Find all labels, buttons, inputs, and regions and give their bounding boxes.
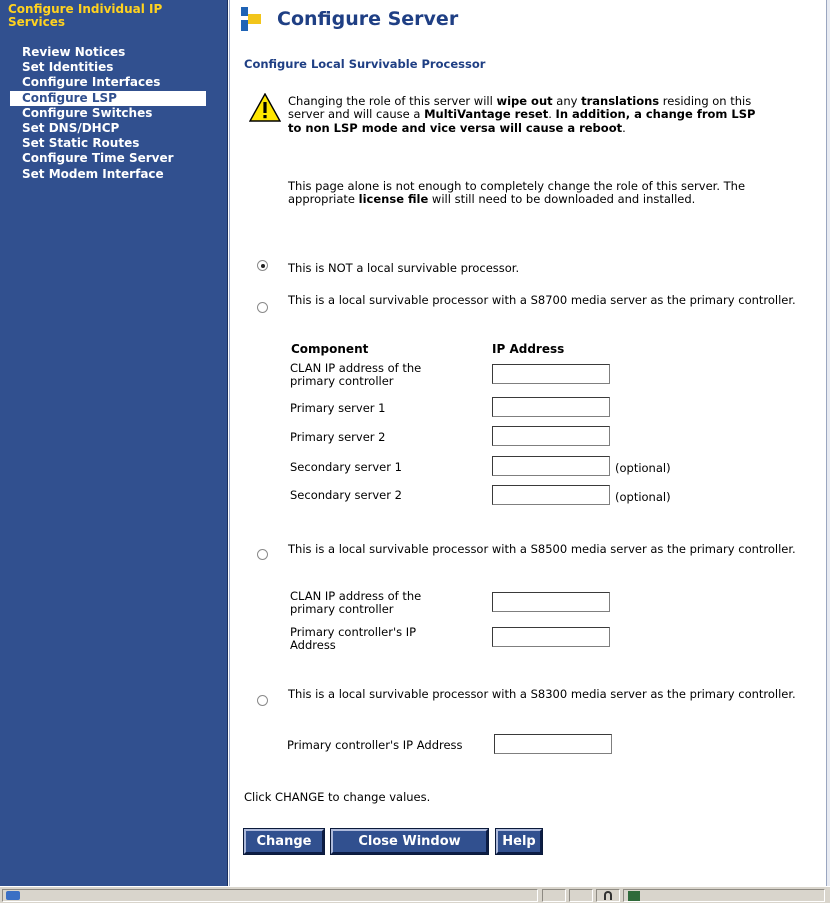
option-label-s8300: This is a local survivable processor with a S8300 media server as the primary controller. <box>288 687 796 701</box>
help-button[interactable]: Help <box>496 829 542 854</box>
sidebar-item-set-identities[interactable]: Set Identities <box>22 60 114 75</box>
warning-text-part: . <box>622 120 626 135</box>
optional-hint: (optional) <box>615 461 671 475</box>
s8500-clan-label: CLAN IP address of the primary controller <box>290 589 422 617</box>
sidebar-item-set-dns-dhcp[interactable]: Set DNS/DHCP <box>22 121 120 136</box>
s8700-primary-1-label: Primary server 1 <box>290 401 386 415</box>
s8500-clan-ip-input[interactable] <box>492 592 610 612</box>
warning-text-bold: translations <box>581 94 660 108</box>
warning-text-part: any <box>552 94 582 108</box>
warning-text-bold: In addition, a change from LSP to non LSP mode and vice versa will cause a reboot <box>288 107 756 135</box>
s8500-primary-ip-input[interactable] <box>492 627 610 647</box>
column-header-ip-address: IP Address <box>492 342 565 356</box>
s8700-secondary-2-label: Secondary server 2 <box>290 488 402 502</box>
intranet-zone-icon <box>628 891 640 901</box>
sidebar-item-configure-time-server[interactable]: Configure Time Server <box>22 151 174 166</box>
lock-icon <box>604 891 612 900</box>
s8700-primary-1-input[interactable] <box>492 397 610 417</box>
instruction-text: Click CHANGE to change values. <box>244 790 431 804</box>
status-pane-lock <box>596 889 620 902</box>
warning-text-bold: wipe out <box>496 94 553 108</box>
radio-s8500[interactable] <box>257 549 268 560</box>
column-header-component: Component <box>291 342 369 356</box>
s8700-primary-2-input[interactable] <box>492 426 610 446</box>
radio-s8300[interactable] <box>257 695 268 706</box>
option-label-not-lsp: This is NOT a local survivable processor. <box>288 261 520 275</box>
s8300-primary-ip-input[interactable] <box>494 734 612 754</box>
status-pane <box>542 889 566 902</box>
status-pane-zone <box>623 889 825 902</box>
radio-not-lsp[interactable] <box>257 260 268 271</box>
warning-text-part: . <box>548 107 556 122</box>
optional-hint: (optional) <box>615 490 671 504</box>
s8700-secondary-2-input[interactable] <box>492 485 610 505</box>
warning-text-part: Changing the role of this server will <box>288 94 497 108</box>
s8700-primary-2-label: Primary server 2 <box>290 430 386 444</box>
sidebar-item-configure-lsp[interactable]: Configure LSP <box>10 91 206 106</box>
browser-status-bar <box>0 886 830 903</box>
s8700-clan-label: CLAN IP address of the primary controller <box>290 361 422 389</box>
warning-message <box>288 95 758 135</box>
option-label-s8500: This is a local survivable processor with a S8500 media server as the primary controller. <box>288 542 796 556</box>
warning-text-part: residing on this server and will cause a <box>288 94 752 122</box>
option-label-s8700: This is a local survivable processor with a S8700 media server as the primary controller. <box>288 293 796 307</box>
status-pane-main <box>2 889 538 902</box>
sidebar-menu <box>0 45 228 182</box>
sidebar-item-set-static-routes[interactable]: Set Static Routes <box>22 136 140 151</box>
sidebar-nav <box>0 0 228 886</box>
sidebar-item-set-modem-interface[interactable]: Set Modem Interface <box>22 166 164 181</box>
main-content <box>230 0 826 886</box>
s8500-primary-ip-label: Primary controller's IP Address <box>290 625 417 653</box>
note-text-bold: license file <box>358 192 429 207</box>
sidebar-section-title: Configure Individual IP Services <box>8 2 163 29</box>
close-window-button[interactable]: Close Window <box>331 829 488 854</box>
radio-s8700[interactable] <box>257 302 268 313</box>
sidebar-item-configure-interfaces[interactable]: Configure Interfaces <box>22 75 161 90</box>
note-text-part: This page alone is not enough to completely change the role of this server. The appropriate <box>288 179 746 207</box>
s8700-clan-ip-input[interactable] <box>492 364 610 384</box>
status-pane <box>569 889 593 902</box>
warning-triangle-icon <box>249 93 281 123</box>
license-note <box>288 180 758 207</box>
avaya-logo-icon <box>241 7 263 31</box>
change-button[interactable]: Change <box>244 829 324 854</box>
s8700-secondary-1-input[interactable] <box>492 456 610 476</box>
s8700-secondary-1-label: Secondary server 1 <box>290 460 402 474</box>
s8300-primary-ip-label: Primary controller's IP Address <box>287 738 463 752</box>
page-subtitle: Configure Local Survivable Processor <box>244 57 486 71</box>
sidebar-item-review-notices[interactable]: Review Notices <box>22 45 126 59</box>
page-title: Configure Server <box>277 8 459 30</box>
note-text-part: will still need to be downloaded and installed. <box>428 192 696 207</box>
window-right-border <box>826 0 830 886</box>
sidebar-item-configure-switches[interactable]: Configure Switches <box>22 105 153 120</box>
warning-text-bold: MultiVantage reset <box>424 107 549 122</box>
page-status-icon <box>6 891 20 900</box>
